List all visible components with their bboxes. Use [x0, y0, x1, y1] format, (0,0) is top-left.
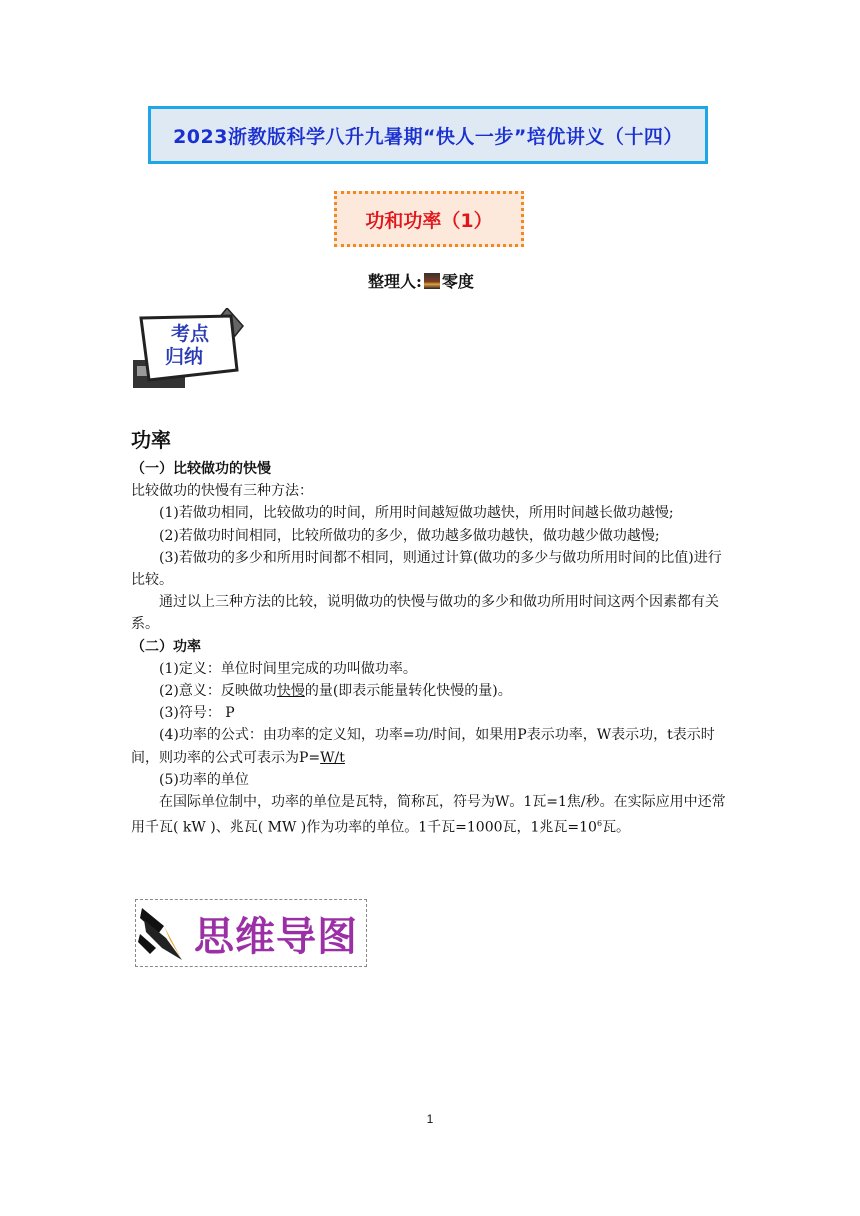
- part1-item-3: (3)若做功的多少和所用时间都不相同，则通过计算(做功的多少与做功所用时间的比值)进行比较。: [131, 549, 722, 589]
- organizer-line: [368, 269, 474, 292]
- power-meaning: (2)意义：反映做功快慢的量(即表示能量转化快慢的量)。: [159, 683, 512, 700]
- part1-intro: 比较做功的快慢有三种方法：: [131, 483, 313, 500]
- pen-nib-icon: [136, 904, 186, 962]
- badge-line1: 考点: [171, 323, 210, 345]
- badge-line2: 归纳: [165, 346, 204, 368]
- power-symbol: (3)符号： P: [159, 705, 235, 722]
- content-body: [131, 458, 731, 839]
- organizer-name: 零度: [441, 272, 474, 291]
- mindmap-banner: [135, 899, 367, 967]
- power-formula: (4)功率的公式：由功率的定义知，功率=功/时间，如果用P表示功率，W表示功，t表示时间，则功率的公式可表示为P=W/t: [131, 727, 715, 766]
- lesson-subtitle-box: [334, 191, 524, 247]
- lesson-subtitle: 功和功率（1）: [365, 209, 493, 232]
- kaodian-badge-icon: [131, 308, 245, 388]
- mindmap-label: 思维导图: [194, 913, 358, 960]
- organizer-label: 整理人:: [368, 272, 422, 291]
- power-definition: (1)定义：单位时间里完成的功叫做功率。: [159, 660, 417, 677]
- part1-heading: （一）比较做功的快慢: [131, 461, 271, 477]
- document-title-box: [148, 106, 708, 164]
- part1-summary: 通过以上三种方法的比较，说明做功的快慢与做功的多少和做功所用时间这两个因素都有关系。: [131, 594, 719, 633]
- document-title: 2023浙教版科学八升九暑期“快人一步”培优讲义（十四）: [173, 125, 683, 148]
- page-number: 1: [426, 1112, 434, 1126]
- part1-item-2: (2)若做功时间相同，比较所做功的多少，做功越多做功越快，做功越少做功越慢;: [159, 527, 660, 544]
- section-title: 功率: [131, 428, 171, 452]
- part1-item-1: (1)若做功相同，比较做功的时间，所用时间越短做功越快，所用时间越长做功越慢;: [159, 505, 674, 522]
- power-unit-text: 在国际单位制中，功率的单位是瓦特，简称瓦，符号为W。1瓦=1焦/秒。在实际应用中还常用千瓦( kW )、兆瓦( MW )作为功率的单位。1千瓦=1000瓦，1兆瓦$=10^6$瓦。: [131, 794, 726, 836]
- organizer-avatar-icon: [424, 273, 440, 289]
- power-unit-title: (5)功率的单位: [159, 771, 249, 788]
- part2-heading: （二）功率: [131, 638, 201, 655]
